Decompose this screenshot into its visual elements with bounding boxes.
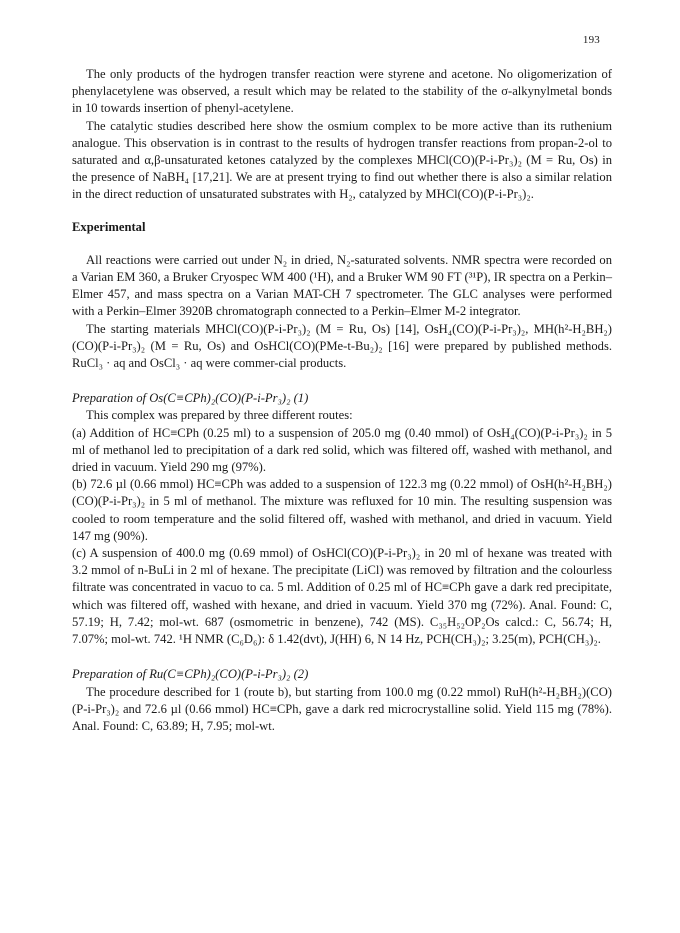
paragraph: This complex was prepared by three different routes: bbox=[86, 408, 353, 423]
route-c: (c) A suspension of 400.0 mg (0.69 mmol) of OsHCl(CO)(P-i-Pr₃)₂ in 20 ml of hexane was treated with 3.2 mmol of n-BuLi in 2 ml of hexane. The precipitate (LiCl) was removed by filtration and the colourless filtrate was concentrated in vacuo to ca. 5 ml. Addition of 0.25 ml of HC≡CPh gave a dark red precipitate, which was filtered off, washed with hexane, and dried in vacuum. Yield 370 mg (72%). Anal. Found: C, 57.19; H, 7.42; mol-wt. 687 (osmometric in benzene), 742 (MS). C₃₅H₅₂OP₂Os calcd.: C, 56.74; H, 7.07%; mol-wt. 742. ¹H NMR (C₆D₆): δ 1.42(dvt), J(HH) 6, N 14 Hz, PCH(CH₃)₂; 3.25(m), PCH(CH₃)₂. bbox=[72, 546, 612, 647]
paragraph: The procedure described for 1 (route b), but starting from 100.0 mg (0.22 mmol) RuH(h²-H₂BH₂)(CO)(P-i-Pr₃)₂ and 72.6 µl (0.66 mmol) HC≡CPh, gave a dark red microcrystalline solid. Yield 115 mg (78%). Anal. Found: C, 63.89; H, 7.95; mol-wt. bbox=[72, 684, 612, 733]
route-a: (a) Addition of HC≡CPh (0.25 ml) to a suspension of 205.0 mg (0.40 mmol) of OsH₄(CO)(P-i-Pr₃)₂ in 5 ml of methanol led to precipitation of a dark red solid, which was filtered off, washed with methanol, and dried in vacuum. Yield 290 mg (97%). bbox=[72, 425, 612, 475]
page-number: 193 bbox=[582, 34, 600, 46]
route-b: (b) 72.6 µl (0.66 mmol) HC≡CPh was added to a suspension of 122.3 mg (0.22 mmol) of OsH(h²-H₂BH₂)(CO)(P-i-Pr₃)₂ in 5 ml of methanol. The mixture was refluxed for 10 min. The resulting suspension was cooled to room temperature and the solid filtered off, washed with methanol, and dried in vacuum. Yield 147 mg (90%). bbox=[72, 477, 612, 543]
article-body bbox=[72, 66, 612, 735]
subsection-heading-prep2: Preparation of Ru(C≡CPh)₂(CO)(P-i-Pr₃)₂ (2) bbox=[72, 667, 309, 682]
paragraph: The starting materials MHCl(CO)(P-i-Pr₃)₂ (M = Ru, Os) [14], OsH₄(CO)(P-i-Pr₃)₂, MH(h²-H₂BH₂)(CO)(P-i-Pr₃)₂ (M = Ru, Os) and OsHCl(CO)(PMe-t-Bu₂)₂ [16] were prepared by published methods. RuCl₃ · aq and OsCl₃ · aq were commer-cial products. bbox=[72, 321, 612, 371]
section-heading-experimental: Experimental bbox=[72, 219, 146, 234]
paragraph: The only products of the hydrogen transfer reaction were styrene and acetone. No oligomerization of phenylacetylene was observed, a result which may be related to the stability of the σ-alkynylmetal bonds in 10 towards insertion of phenyl-acetylene. bbox=[72, 67, 612, 116]
paragraph: The catalytic studies described here show the osmium complex to be more active than its ruthenium analogue. This observation is in contrast to the results of hydrogen transfer reactions from propan-2-ol to saturated and α,β-unsaturated ketones catalyzed by the complexes MHCl(CO)(P-i-Pr₃)₂ (M = Ru, Os) in the presence of NaBH₄ [17,21]. We are at present trying to find out whether there is also a similar relation in the direct reduction of unsaturated substrates with H₂, catalyzed by MHCl(CO)(P-i-Pr₃)₂. bbox=[72, 118, 612, 202]
paragraph: All reactions were carried out under N₂ in dried, N₂-saturated solvents. NMR spectra were recorded on a Varian EM 360, a Bruker Cryospec WM 400 (¹H), and a Bruker WM 90 FT (³¹P), IR spectra on a Perkin–Elmer 457, and mass spectra on a Varian MAT-CH 7 spectrometer. The GLC analyses were performed with a Perkin–Elmer 3920B chromatograph connected to a Perkin–Elmer M-2 integrator. bbox=[72, 252, 612, 319]
subsection-heading-prep1: Preparation of Os(C≡CPh)₂(CO)(P-i-Pr₃)₂ (1) bbox=[72, 391, 309, 406]
